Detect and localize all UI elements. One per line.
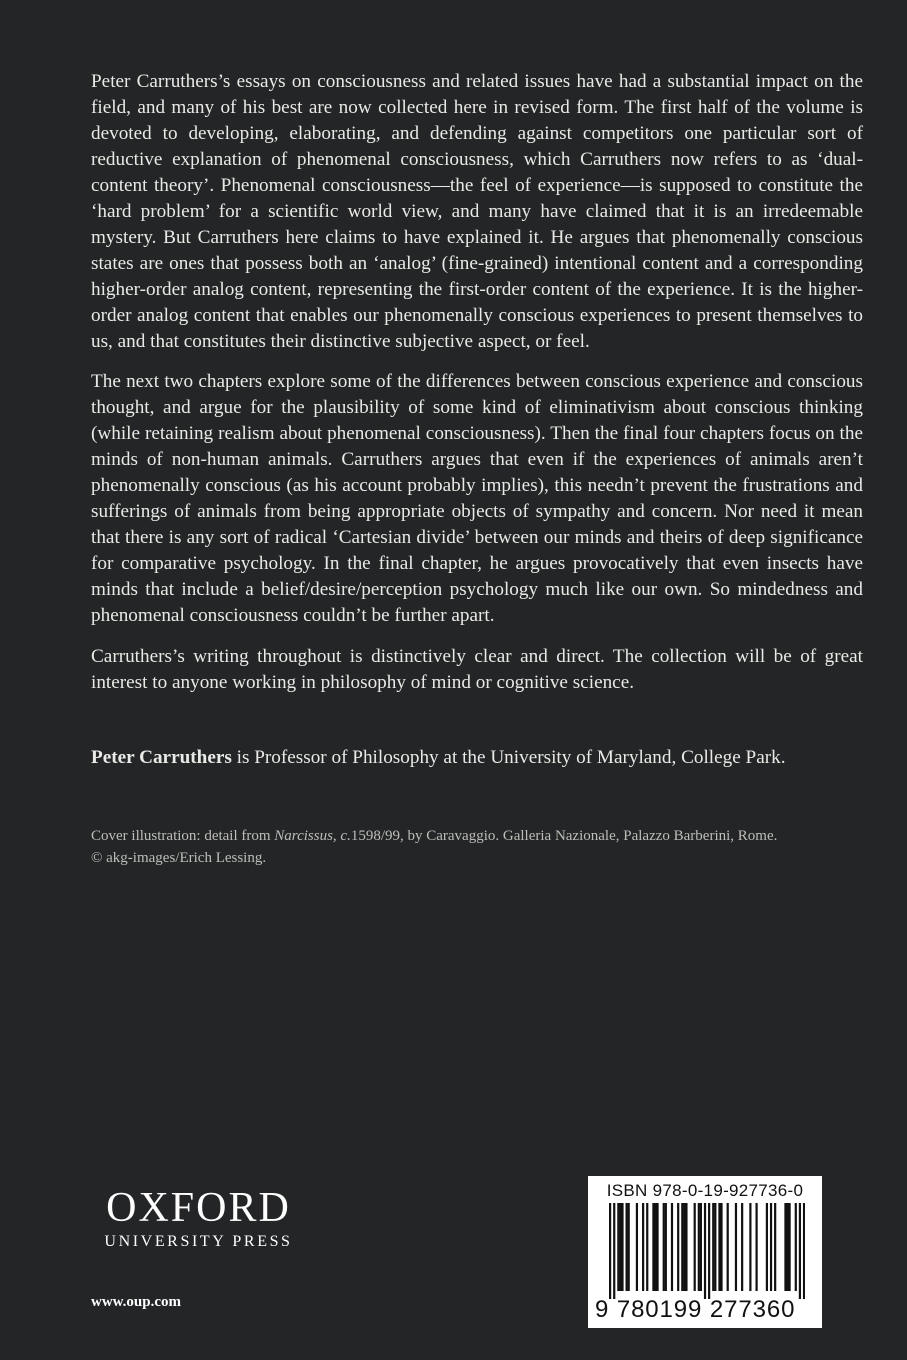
barcode-bar	[704, 1203, 706, 1299]
credit-prefix: Cover illustration: detail from	[91, 828, 275, 844]
publisher-name: OXFORD	[106, 1185, 291, 1231]
author-bio-text: is Professor of Philosophy at the University of Maryland, College Park.	[231, 747, 786, 768]
barcode-bar	[720, 1203, 722, 1291]
blurb-paragraph: Peter Carruthers’s essays on consciousness and related issues have had a substantial impact on the field, and many of his best are now collected here in revised form. The first half of the volume is devoted to developing, elaborating, and defending against competitors one particular sort of reductive explanation of phenomenal consciousness, which Carruthers now refers to as ‘dual-content theory’. Phenomenal consciousness—the feel of experience—is supposed to constitute the ‘hard problem’ for a scientific world view, and many have claimed that it is an irredeemable mystery. But Carruthers here claims to have explained it. He argues that phenomenally conscious states are ones that possess both an ‘analog’ (fine-grained) intentional content and a corresponding higher-order analog content, representing the first-order content of the experience. It is the higher-order analog content that enables our phenomenally conscious experiences to present themselves to us, and that constitutes their distinctive subjective aspect, or feel.	[91, 71, 863, 352]
barcode-bar	[642, 1203, 644, 1291]
barcode-bar	[626, 1203, 628, 1291]
barcode-bar	[671, 1203, 673, 1291]
barcode-bar	[677, 1203, 679, 1291]
barcode-bar	[652, 1203, 654, 1291]
barcode-bar	[708, 1203, 710, 1299]
barcode-bar	[766, 1203, 768, 1291]
barcode-bar	[788, 1203, 790, 1291]
publisher-subtitle: UNIVERSITY PRESS	[104, 1233, 293, 1250]
barcode-bars	[609, 1203, 805, 1299]
barcode-bar	[799, 1203, 801, 1299]
author-name: Peter Carruthers	[91, 747, 232, 768]
barcode-bar	[755, 1203, 757, 1291]
oxford-logo	[91, 1186, 306, 1252]
barcode-bar	[749, 1203, 751, 1291]
barcode-bar	[727, 1203, 729, 1291]
barcode-bar	[609, 1203, 611, 1299]
barcode-bar	[681, 1203, 683, 1291]
barcode-bar	[617, 1203, 619, 1291]
barcode-bar	[741, 1203, 743, 1291]
barcode-bar	[803, 1203, 805, 1299]
blurb-paragraph: The next two chapters explore some of the differences between conscious experience and conscious thought, and argue for the plausibility of some kind of eliminativism about conscious thinking (while retaining realism about phenomenal consciousness). Then the final four chapters focus on the minds of non-human animals. Carruthers argues that even if the experiences of animals aren’t phenomenally conscious (as his account probably implies), this needn’t prevent the frustrations and sufferings of animals from being appropriate objects of sympathy and concern. Nor need it mean that there is any sort of radical ‘Cartesian divide’ between our minds and theirs of deep significance for comparative psychology. In the final chapter, he argues provocatively that even insects have minds that include a belief/desire/perception psychology much like our own. So mindedness and phenomenal consciousness couldn’t be further apart.	[91, 371, 863, 626]
barcode-bar	[621, 1203, 623, 1291]
barcode-bar	[698, 1203, 700, 1291]
barcode-bar	[700, 1203, 702, 1291]
barcode-bar	[718, 1203, 720, 1291]
barcode-digits: 9 780199 277360	[595, 1296, 796, 1323]
barcode-bar	[712, 1203, 714, 1291]
barcode-bar	[683, 1203, 685, 1291]
barcode-bar	[636, 1203, 638, 1291]
author-bio	[91, 745, 871, 771]
barcode-bar	[770, 1203, 772, 1291]
barcode-bar	[784, 1203, 786, 1291]
barcode-bar	[656, 1203, 658, 1291]
barcode-bar	[694, 1203, 696, 1291]
isbn-barcode	[588, 1176, 822, 1328]
barcode-bar	[646, 1203, 648, 1291]
blurb-paragraph: Carruthers’s writing throughout is distinctively clear and direct. The collection will be of great interest to anyone working in philosophy of mind or cognitive science.	[91, 646, 863, 693]
barcode-bar	[663, 1203, 665, 1291]
barcode-bar	[735, 1203, 737, 1291]
barcode-bar	[714, 1203, 716, 1291]
barcode-bar	[628, 1203, 630, 1291]
barcode-bar	[685, 1203, 687, 1291]
barcode-bar	[619, 1203, 621, 1291]
barcode-bar	[786, 1203, 788, 1291]
credit-work-title: Narcissus, c.	[274, 828, 351, 844]
credit-copyright: © akg-images/Erich Lessing.	[91, 850, 267, 866]
barcode-bar	[795, 1203, 797, 1291]
publisher-website: www.oup.com	[91, 1294, 182, 1310]
back-cover-blurb	[91, 69, 863, 696]
barcode-bar	[774, 1203, 776, 1291]
barcode-bar	[665, 1203, 667, 1291]
credit-suffix: 1598/99, by Caravaggio. Galleria Nazionale, Palazzo Barberini, Rome.	[350, 828, 778, 844]
isbn-label: ISBN 978-0-19-927736-0	[606, 1181, 804, 1200]
barcode-bar	[654, 1203, 656, 1291]
cover-credit	[91, 825, 871, 869]
barcode-bar	[613, 1203, 615, 1299]
